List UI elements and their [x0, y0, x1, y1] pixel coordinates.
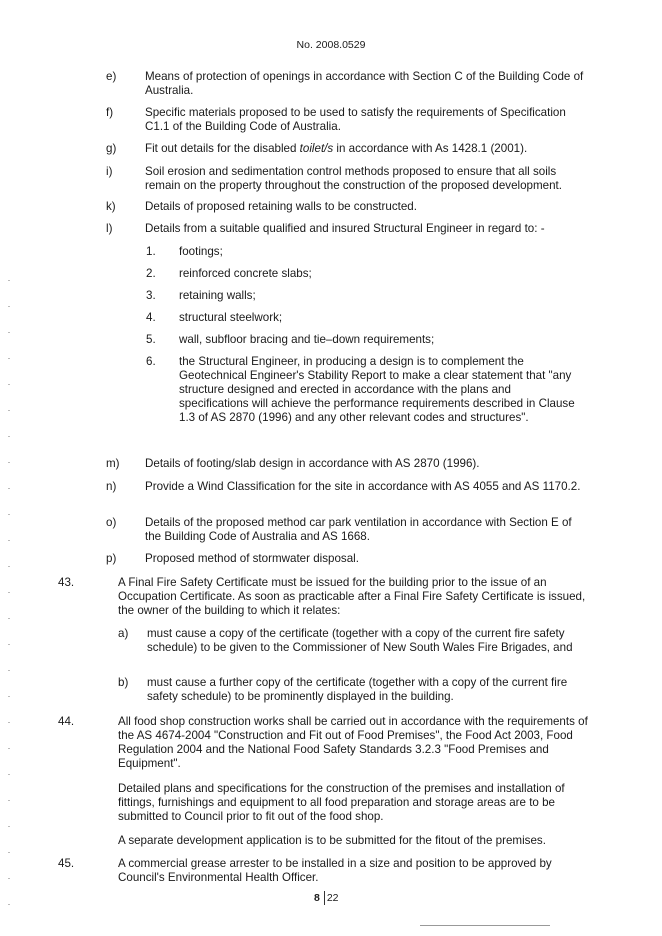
item-text-part: Fit out details for the disabled — [145, 142, 300, 155]
item-text: Details of proposed retaining walls to be constructed. — [145, 200, 417, 213]
bottom-rule — [420, 925, 550, 926]
item-text: wall, subfloor bracing and tie–down requirements; — [179, 333, 435, 346]
item-label: e) — [106, 70, 117, 83]
item-text: Details from a suitable qualified and insured Structural Engineer in regard to: - — [145, 222, 545, 235]
item-text: Details of the proposed method car park ventilation in accordance with Section E of the Building Code of Australia and AS 1668. — [145, 516, 572, 543]
item-label: m) — [106, 457, 120, 470]
item-label: 1. — [146, 245, 156, 258]
item-text-part: in accordance with As 1428.1 (2001). — [333, 142, 528, 155]
item-label: 2. — [146, 267, 156, 280]
condition-number: 45. — [58, 857, 75, 870]
page-total: 22 — [326, 892, 339, 904]
item-text: Specific materials proposed to be used to satisfy the requirements of Specification C1.1 of the Building Code of Australia. — [145, 106, 566, 133]
item-label: g) — [106, 142, 117, 155]
binding-margin-marks — [8, 280, 10, 920]
footer-divider — [324, 891, 325, 905]
item-text: footings; — [179, 245, 223, 258]
item-label: k) — [106, 200, 116, 213]
page-footer — [314, 891, 339, 905]
item-label: n) — [106, 480, 117, 493]
item-text: must cause a copy of the certificate (together with a copy of the current fire safety schedule) to be given to the Commissioner of New South Wales Fire Brigades, and — [147, 627, 573, 654]
item-label: a) — [118, 627, 129, 640]
item-label: 5. — [146, 333, 156, 346]
item-text: structural steelwork; — [179, 311, 283, 324]
item-label: 3. — [146, 289, 156, 302]
item-text: Means of protection of openings in accordance with Section C of the Building Code of Australia. — [145, 70, 584, 97]
item-label: 4. — [146, 311, 156, 324]
item-text: must cause a further copy of the certificate (together with a copy of the current fire safety schedule) to be prominently displayed in the building. — [147, 676, 568, 703]
page-number: 8 — [314, 892, 320, 904]
item-label: b) — [118, 676, 129, 689]
item-text — [145, 142, 585, 156]
item-label: f) — [106, 106, 114, 119]
condition-44-paragraph-1: Detailed plans and specifications for the construction of the premises and installation of fittings, furnishings and equipment to all food preparation and storage areas are to be submitted to Council prior to fit out of the food shop. — [118, 782, 565, 823]
condition-text: All food shop construction works shall be carried out in accordance with the requirements of the AS 4674-2004 "Construction and Fit out of Food Premises", the Food Act 2003, Food Regulation 2004 and the National Food Safety Standards 3.2.3 "Food Premises and Equipment". — [118, 715, 588, 770]
document-number: No. 2008.0529 — [296, 39, 366, 51]
condition-text: A Final Fire Safety Certificate must be issued for the building prior to the issue of an Occupation Certificate. As soon as practicable after a Final Fire Safety Certificate is issued, the owner of the building to which it relates: — [118, 576, 586, 617]
item-text-italic: toilet/s — [299, 142, 334, 155]
item-text: the Structural Engineer, in producing a design is to complement the Geotechnical Engineer's Stability Report to make a clear statement that "any structure designed and erected in accordance with the plans and specifications will achieve the performance requirements described in Clause 1.3 of AS 2870 (1996) and any other relevant codes and structures". — [179, 355, 575, 424]
item-text: reinforced concrete slabs; — [179, 267, 312, 280]
condition-text: A commercial grease arrester to be installed in a size and position to be approved by Council's Environmental Health Officer. — [118, 857, 552, 884]
item-label: o) — [106, 516, 117, 529]
item-label: l) — [106, 222, 113, 235]
item-label: p) — [106, 552, 117, 565]
item-label: i) — [106, 165, 113, 178]
condition-number: 44. — [58, 715, 75, 728]
item-text: Proposed method of stormwater disposal. — [145, 552, 359, 565]
item-label: 6. — [146, 355, 156, 368]
condition-44-paragraph-2: A separate development application is to be submitted for the fitout of the premises. — [118, 834, 546, 847]
item-text: retaining walls; — [179, 289, 256, 302]
item-text: Provide a Wind Classification for the site in accordance with AS 4055 and AS 1170.2. — [145, 480, 581, 493]
item-text: Details of footing/slab design in accordance with AS 2870 (1996). — [145, 457, 480, 470]
condition-number: 43. — [58, 576, 75, 589]
item-text: Soil erosion and sedimentation control methods proposed to ensure that all soils remain on the property throughout the construction of the proposed development. — [145, 165, 562, 192]
